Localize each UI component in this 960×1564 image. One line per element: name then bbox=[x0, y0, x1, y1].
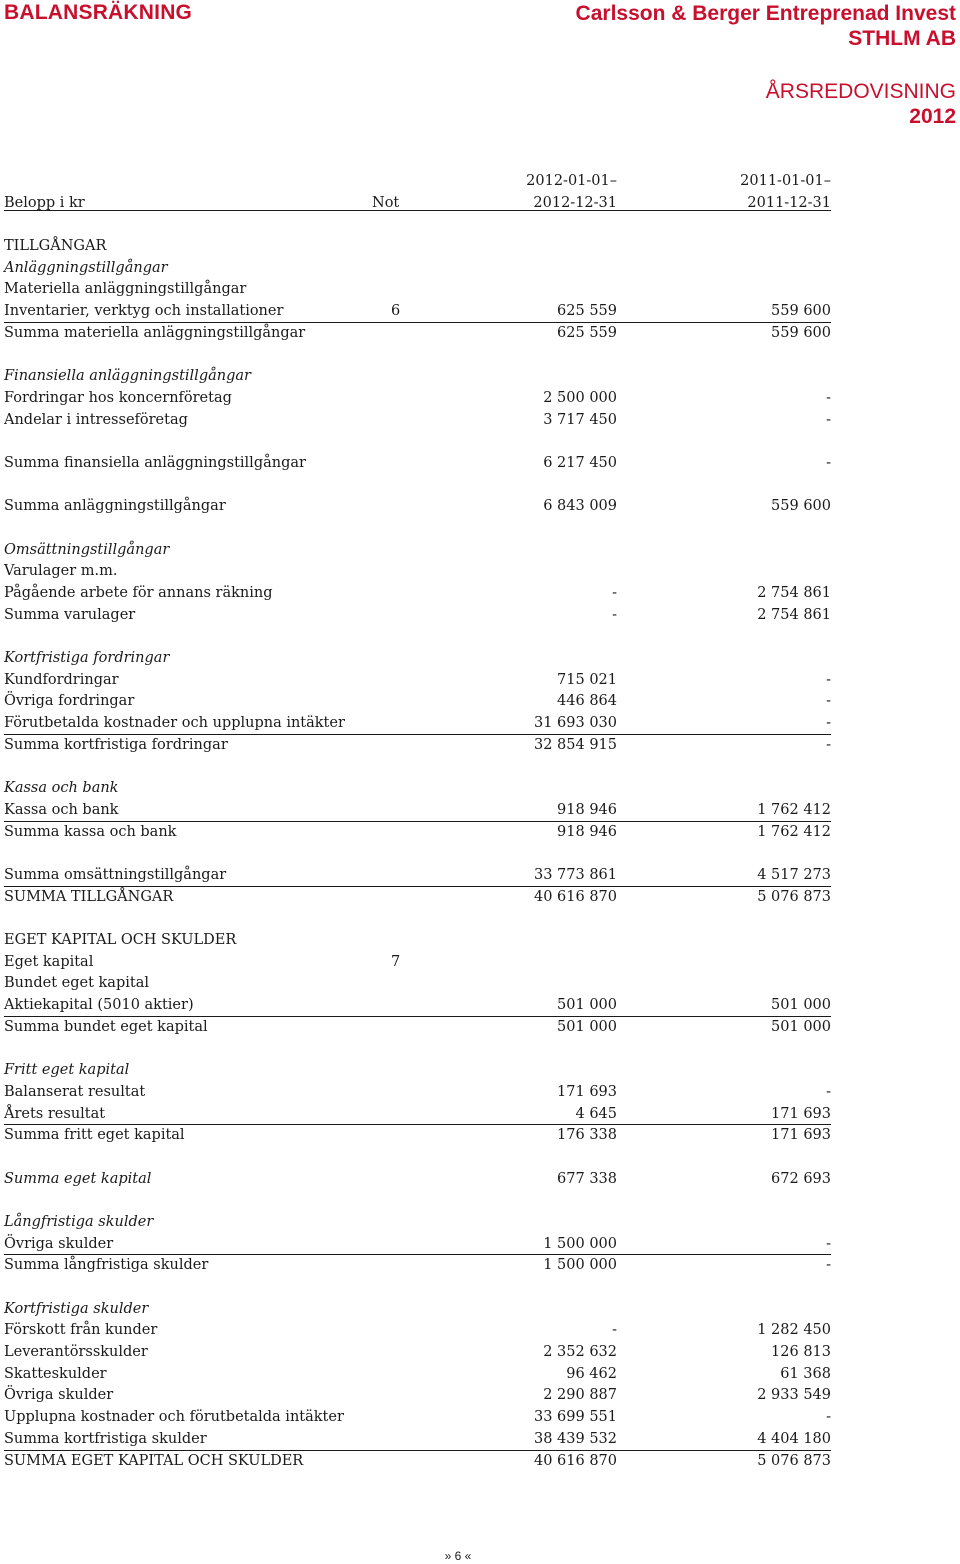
table-row bbox=[4, 1017, 831, 1039]
table-row-spacer bbox=[4, 344, 831, 366]
row-note: 7 bbox=[391, 953, 401, 970]
company-name-line-2: STHLM AB bbox=[848, 27, 956, 50]
table-row bbox=[4, 973, 831, 995]
table-row bbox=[4, 1342, 831, 1364]
table-row bbox=[4, 800, 831, 822]
row-value-2011: 672 693 bbox=[771, 1170, 831, 1187]
row-label: EGET KAPITAL OCH SKULDER bbox=[4, 932, 237, 948]
table-row bbox=[4, 1451, 831, 1473]
row-value-2012: 3 717 450 bbox=[543, 411, 617, 428]
table-row bbox=[4, 952, 831, 974]
row-value-2012: 918 946 bbox=[557, 823, 617, 840]
row-label: Andelar i intresseföretag bbox=[4, 411, 188, 428]
table-row bbox=[4, 735, 831, 757]
table-row bbox=[4, 995, 831, 1017]
table-row bbox=[4, 410, 831, 432]
row-label: Summa varulager bbox=[4, 606, 136, 623]
table-row bbox=[4, 301, 831, 323]
table-row bbox=[4, 1125, 831, 1147]
period-previous-from: 2011-01-01– bbox=[740, 173, 831, 189]
row-value-2011: 5 076 873 bbox=[757, 888, 831, 905]
row-label: Finansiella anläggningstillgångar bbox=[4, 368, 251, 385]
company-name-line-1: Carlsson & Berger Entreprenad Invest bbox=[575, 2, 956, 25]
row-value-2012: 33 773 861 bbox=[533, 866, 617, 883]
row-value-2011: 5 076 873 bbox=[757, 1452, 831, 1469]
table-row-spacer bbox=[4, 1190, 831, 1212]
table-row-spacer bbox=[4, 1277, 831, 1299]
table-row bbox=[4, 279, 831, 301]
row-value-2012: - bbox=[612, 606, 617, 623]
table-row bbox=[4, 1169, 831, 1191]
table-row bbox=[4, 605, 831, 627]
row-value-2012: 2 352 632 bbox=[543, 1344, 617, 1361]
row-label: Fordringar hos koncernföretag bbox=[4, 389, 232, 406]
row-value-2011: - bbox=[826, 1257, 831, 1274]
row-label: Summa eget kapital bbox=[4, 1170, 152, 1187]
table-row bbox=[4, 930, 831, 952]
row-value-2012: 4 645 bbox=[575, 1105, 617, 1122]
row-value-2011: - bbox=[826, 454, 831, 471]
row-label: Kassa och bank bbox=[4, 801, 119, 818]
row-value-2012: - bbox=[612, 1322, 617, 1339]
table-row bbox=[4, 258, 831, 280]
row-value-2011: - bbox=[826, 1083, 831, 1100]
row-value-2011: - bbox=[826, 715, 831, 732]
row-label: Summa materiella anläggningstillgångar bbox=[4, 324, 306, 341]
row-label: Summa bundet eget kapital bbox=[4, 1018, 208, 1035]
table-row bbox=[4, 540, 831, 562]
row-label: Summa anläggningstillgångar bbox=[4, 498, 226, 515]
column-header-note: Not bbox=[372, 195, 400, 211]
row-value-2012: 40 616 870 bbox=[533, 1452, 617, 1469]
row-value-2012: 2 290 887 bbox=[543, 1387, 617, 1404]
row-value-2012: 501 000 bbox=[557, 997, 617, 1014]
table-row bbox=[4, 323, 831, 345]
row-label: Övriga fordringar bbox=[4, 693, 135, 710]
page-number: » 6 « bbox=[444, 1549, 472, 1563]
row-label: Inventarier, verktyg och installationer bbox=[4, 303, 284, 320]
table-row bbox=[4, 236, 831, 258]
row-value-2012: 176 338 bbox=[557, 1127, 617, 1144]
table-row-spacer bbox=[4, 475, 831, 497]
row-label: Anläggningstillgångar bbox=[4, 259, 168, 276]
row-value-2011: - bbox=[826, 693, 831, 710]
row-value-2011: 4 517 273 bbox=[757, 866, 831, 883]
row-value-2011: 126 813 bbox=[771, 1344, 831, 1361]
row-label: Förutbetalda kostnader och upplupna intäkter bbox=[4, 715, 345, 732]
row-value-2012: 40 616 870 bbox=[533, 888, 617, 905]
row-label: Summa kortfristiga fordringar bbox=[4, 736, 228, 753]
row-label: Eget kapital bbox=[4, 953, 94, 970]
row-value-2012: 171 693 bbox=[557, 1083, 617, 1100]
table-row-spacer bbox=[4, 626, 831, 648]
balance-sheet-table bbox=[4, 236, 831, 1472]
row-value-2011: 1 762 412 bbox=[757, 823, 831, 840]
table-row bbox=[4, 388, 831, 410]
row-label: Varulager m.m. bbox=[4, 563, 118, 580]
row-label: Långfristiga skulder bbox=[4, 1213, 154, 1230]
row-label: Förskott från kunder bbox=[4, 1322, 158, 1339]
row-label: Upplupna kostnader och förutbetalda intäkter bbox=[4, 1409, 344, 1426]
row-value-2012: 6 843 009 bbox=[543, 498, 617, 515]
row-label: Leverantörsskulder bbox=[4, 1344, 148, 1361]
row-label: Materiella anläggningstillgångar bbox=[4, 281, 247, 298]
row-value-2011: 2 933 549 bbox=[757, 1387, 831, 1404]
row-value-2012: 38 439 532 bbox=[533, 1430, 617, 1447]
table-row bbox=[4, 822, 831, 844]
row-value-2011: - bbox=[826, 671, 831, 688]
table-row bbox=[4, 648, 831, 670]
row-label: SUMMA EGET KAPITAL OCH SKULDER bbox=[4, 1452, 304, 1469]
table-row bbox=[4, 583, 831, 605]
table-row bbox=[4, 1320, 831, 1342]
row-value-2012: 31 693 030 bbox=[533, 715, 617, 732]
table-row bbox=[4, 865, 831, 887]
row-value-2011: - bbox=[826, 389, 831, 406]
document-year: 2012 bbox=[909, 105, 956, 128]
row-value-2011: 171 693 bbox=[771, 1127, 831, 1144]
period-current-from: 2012-01-01– bbox=[526, 173, 617, 189]
row-label: Övriga skulder bbox=[4, 1387, 114, 1404]
row-value-2011: 2 754 861 bbox=[757, 585, 831, 601]
row-label: Summa kortfristiga skulder bbox=[4, 1430, 207, 1447]
table-row bbox=[4, 1255, 831, 1277]
row-value-2012: 1 500 000 bbox=[543, 1257, 617, 1274]
row-label: TILLGÅNGAR bbox=[4, 238, 107, 254]
row-label: Omsättningstillgångar bbox=[4, 541, 170, 558]
row-label: Årets resultat bbox=[4, 1105, 106, 1122]
table-row bbox=[4, 887, 831, 909]
table-row bbox=[4, 1299, 831, 1321]
row-label: Kundfordringar bbox=[4, 671, 119, 688]
header-rule bbox=[4, 210, 831, 211]
row-value-2012: 446 864 bbox=[557, 693, 617, 710]
row-label: Aktiekapital (5010 aktier) bbox=[4, 997, 194, 1014]
table-row bbox=[4, 1212, 831, 1234]
row-note: 6 bbox=[391, 303, 401, 320]
table-row-spacer bbox=[4, 1038, 831, 1060]
row-value-2011: - bbox=[826, 411, 831, 428]
column-header-label: Belopp i kr bbox=[4, 195, 85, 211]
row-value-2012: 33 699 551 bbox=[533, 1409, 617, 1426]
row-value-2011: - bbox=[826, 736, 831, 753]
row-value-2011: 171 693 bbox=[771, 1105, 831, 1122]
row-value-2012: 32 854 915 bbox=[533, 736, 617, 753]
row-value-2011: 1 762 412 bbox=[757, 801, 831, 818]
row-label: Kortfristiga fordringar bbox=[4, 650, 170, 667]
row-value-2011: 1 282 450 bbox=[757, 1322, 831, 1339]
row-value-2011: 2 754 861 bbox=[757, 606, 831, 623]
row-value-2012: 501 000 bbox=[557, 1018, 617, 1035]
table-row-spacer bbox=[4, 431, 831, 453]
row-label: Summa fritt eget kapital bbox=[4, 1127, 185, 1144]
row-value-2011: - bbox=[826, 1409, 831, 1426]
row-value-2012: 625 559 bbox=[557, 324, 617, 341]
row-value-2011: 501 000 bbox=[771, 1018, 831, 1035]
row-value-2012: 1 500 000 bbox=[543, 1235, 617, 1252]
row-value-2011: 559 600 bbox=[771, 324, 831, 341]
row-value-2011: 501 000 bbox=[771, 997, 831, 1014]
row-label: Fritt eget kapital bbox=[4, 1062, 130, 1079]
period-previous-to: 2011-12-31 bbox=[747, 194, 831, 211]
table-row bbox=[4, 1234, 831, 1256]
table-row bbox=[4, 713, 831, 735]
row-label: Skatteskulder bbox=[4, 1365, 107, 1382]
row-label: Kassa och bank bbox=[4, 780, 119, 797]
table-row bbox=[4, 496, 831, 518]
row-value-2011: 61 368 bbox=[780, 1365, 831, 1382]
row-value-2012: 96 462 bbox=[566, 1365, 617, 1382]
table-row-spacer bbox=[4, 518, 831, 540]
table-row bbox=[4, 1364, 831, 1386]
row-label: Kortfristiga skulder bbox=[4, 1300, 149, 1317]
period-current-to: 2012-12-31 bbox=[533, 194, 617, 211]
table-row bbox=[4, 453, 831, 475]
table-row bbox=[4, 1407, 831, 1429]
table-row-spacer bbox=[4, 1147, 831, 1169]
row-label: Summa långfristiga skulder bbox=[4, 1257, 209, 1274]
table-row-spacer bbox=[4, 757, 831, 779]
row-value-2012: 6 217 450 bbox=[543, 454, 617, 471]
table-row-spacer bbox=[4, 843, 831, 865]
row-value-2012: 2 500 000 bbox=[543, 389, 617, 406]
row-label: Summa kassa och bank bbox=[4, 823, 177, 840]
row-label: Övriga skulder bbox=[4, 1235, 114, 1252]
company-name bbox=[456, 1, 956, 51]
column-header-current-year bbox=[450, 171, 617, 214]
column-header-previous-year bbox=[660, 171, 831, 214]
table-row bbox=[4, 1429, 831, 1451]
section-title: BALANSRÄKNING bbox=[4, 1, 193, 24]
table-row bbox=[4, 691, 831, 713]
row-label: Bundet eget kapital bbox=[4, 975, 149, 992]
table-row bbox=[4, 366, 831, 388]
row-value-2011: 559 600 bbox=[771, 303, 831, 320]
row-label: SUMMA TILLGÅNGAR bbox=[4, 888, 174, 905]
row-value-2012: 918 946 bbox=[557, 801, 617, 818]
row-value-2012: 677 338 bbox=[557, 1170, 617, 1187]
table-row bbox=[4, 1082, 831, 1104]
row-label: Balanserat resultat bbox=[4, 1083, 146, 1100]
row-value-2012: - bbox=[612, 585, 617, 601]
row-value-2011: - bbox=[826, 1235, 831, 1252]
row-value-2011: 4 404 180 bbox=[757, 1430, 831, 1447]
row-value-2012: 715 021 bbox=[557, 671, 617, 688]
table-row bbox=[4, 778, 831, 800]
document-title: ÅRSREDOVISNING bbox=[765, 80, 956, 103]
table-row bbox=[4, 561, 831, 583]
table-row bbox=[4, 1060, 831, 1082]
row-label: Summa omsättningstillgångar bbox=[4, 866, 227, 883]
row-label: Pågående arbete för annans räkning bbox=[4, 585, 273, 601]
table-row bbox=[4, 1385, 831, 1407]
row-value-2012: 625 559 bbox=[557, 303, 617, 320]
table-row bbox=[4, 670, 831, 692]
table-row-spacer bbox=[4, 908, 831, 930]
table-row bbox=[4, 1104, 831, 1126]
row-label: Summa finansiella anläggningstillgångar bbox=[4, 454, 306, 471]
row-value-2011: 559 600 bbox=[771, 498, 831, 515]
